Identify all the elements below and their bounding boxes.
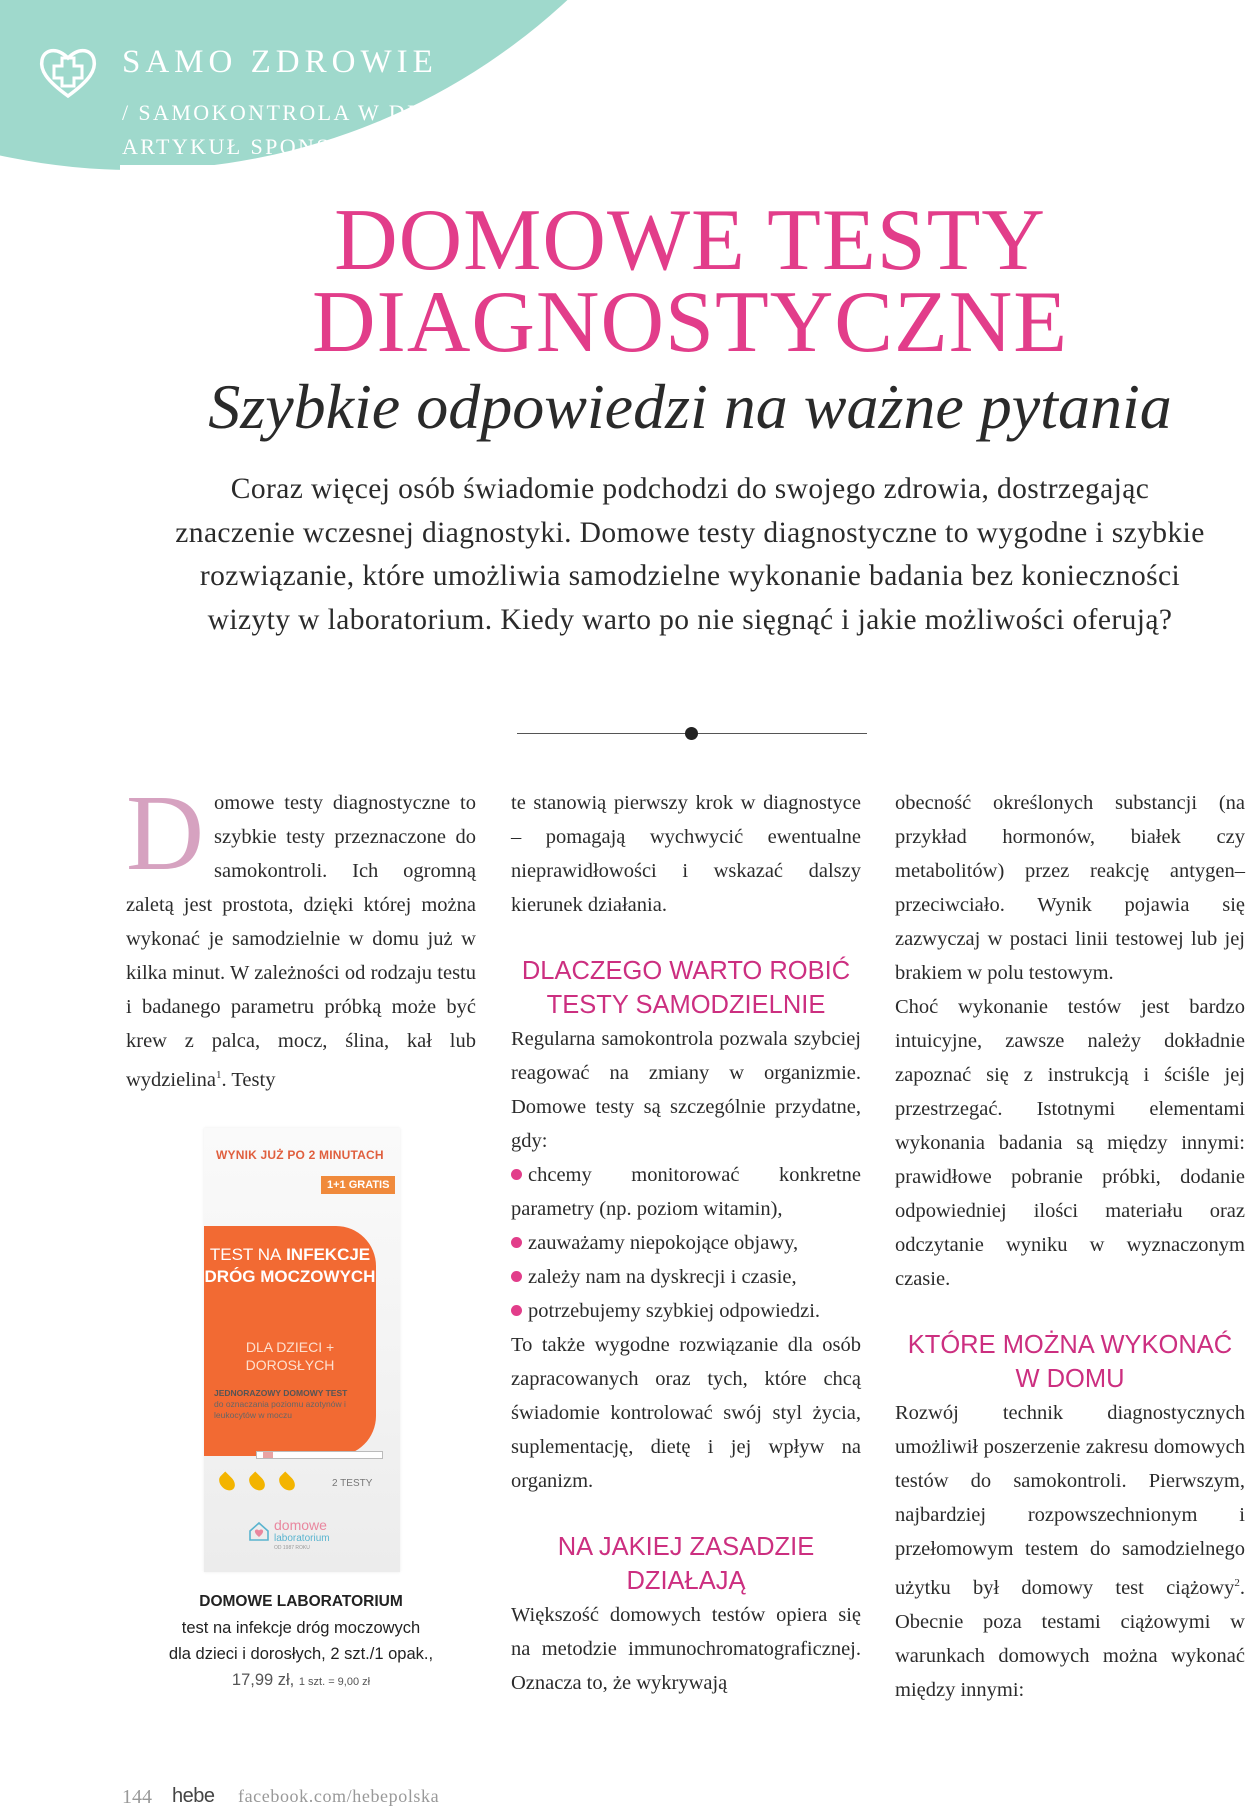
drop-icon <box>216 1472 238 1494</box>
column-3 <box>895 786 1245 1707</box>
col3-paragraph-3 <box>895 1396 1245 1707</box>
bullet-dot-icon <box>511 1237 522 1248</box>
product-description <box>214 1388 384 1421</box>
caption-brand: DOMOWE LABORATORIUM <box>199 1593 403 1610</box>
footer-brand-logo: hebe <box>172 1785 215 1807</box>
bullet-item <box>511 1294 861 1328</box>
caption-line1: test na infekcje dróg moczowych <box>181 1619 421 1637</box>
footer-url: facebook.com/hebepolska <box>238 1786 440 1806</box>
col3-paragraph-1: obecność określonych substancji (na przykład hormonów, białek czy metabolitów) przez reakcję antygen–przeciwciało. Wynik pojawia się zazwyczaj w postaci linii testowej lub jej brakiem w polu testowym. <box>895 792 1245 984</box>
col2-paragraph-1: te stanowią pierwszy krok w diagnostyce – pomagają wychwycić ewentualne nieprawidłowości i wskazać dalszy kierunek działania. <box>511 792 861 916</box>
bullet-text: chcemy monitorować konkretne parametry (np. poziom witamin), <box>511 1164 861 1220</box>
product-brand <box>274 1519 330 1552</box>
bullet-dot-icon <box>511 1271 522 1282</box>
column-2 <box>511 786 861 1700</box>
drop-icon <box>246 1472 268 1494</box>
article-title-line2: DIAGNOSTYCZNE <box>311 274 1069 371</box>
section-heading-how: NA JAKIEJ ZASADZIE DZIAŁAJĄ <box>557 1533 815 1595</box>
article-lead: Coraz więcej osób świadomie podchodzi do swojego zdrowia, dostrzegając znaczenie wczesnej diagnostyki. Domowe testy diagnostyczne to wygodne i szybkie rozwiązanie, które umożliwia samodzielne wykonanie badania bez konieczności wizyty w laboratorium. Kiedy warto po nie sięgnąć i jakie możliwości oferują? <box>175 473 1205 636</box>
product-brand-since: OD 1987 ROKU <box>274 1545 310 1551</box>
bullet-text: potrzebujemy szybkiej odpowiedzi. <box>528 1300 821 1322</box>
heart-plus-icon <box>36 40 100 104</box>
article-subtitle: Szybkie odpowiedzi na ważne pytania <box>208 371 1172 442</box>
bullet-text: zależy nam na dyskrecji i czasie, <box>528 1266 797 1288</box>
col2-paragraph-4: Większość domowych testów opiera się na metodzie immunochromatograficznej. Oznacza to, że wykrywają <box>511 1604 861 1694</box>
caption-line2: dla dzieci i dorosłych, 2 szt./1 opak., <box>168 1645 434 1663</box>
sponsored-label: ARTYKUŁ SPONSOROWANY <box>122 134 461 159</box>
bullet-dot-icon <box>511 1305 522 1316</box>
bullet-item <box>511 1260 861 1294</box>
page-number: 144 <box>122 1786 152 1808</box>
house-heart-icon <box>248 1520 270 1542</box>
drops-row <box>218 1476 308 1494</box>
caption-price: 17,99 zł, <box>231 1671 295 1689</box>
bullet-item <box>511 1226 861 1260</box>
product-title-b: INFEKCJE <box>286 1245 371 1264</box>
bullet-dot-icon <box>511 1169 522 1180</box>
col2-paragraph-2: Regularna samokontrola pozwala szybciej reagować na zmiany w organizmie. Domowe testy są szczególnie przydatne, gdy: <box>511 1028 861 1152</box>
col3-paragraph-2: Choć wykonanie testów jest bardzo intuicyjne, zawsze należy dokładnie zapoznać się z instrukcją i ściśle jej przestrzegać. Istotnymi elementami wykonania badania są między innymi: prawidłowe pobranie próbki, dodanie odpowiedniej ilości materiału oraz odczytanie wyniku w wyznaczonym czasie. <box>895 996 1245 1290</box>
product-brand-b: laboratorium <box>274 1533 330 1544</box>
col1-paragraph <box>126 774 476 1097</box>
product-brand-a: domowe <box>274 1517 327 1533</box>
drop-icon <box>276 1472 298 1494</box>
product-image <box>204 1128 400 1572</box>
caption-price-row <box>126 1667 476 1695</box>
section-title: SAMO ZDROWIE <box>122 44 438 80</box>
divider-dot <box>685 727 698 740</box>
test-strip <box>256 1451 383 1459</box>
product-desc-text: do oznaczania poziomu azotynów i leukocytów w moczu <box>214 1399 346 1420</box>
caption-unit-price: 1 szt. = 9,00 zł <box>298 1676 371 1688</box>
article-title-line1: DOMOWE TESTY <box>334 192 1046 289</box>
bullet-text: zauważamy niepokojące objawy, <box>528 1232 799 1254</box>
product-title-c: DRÓG MOCZOWYCH <box>204 1267 376 1286</box>
col3-text-b: . Obecnie poza testami ciążowymi w warunkach domowych można wykonać między innymi: <box>895 1576 1245 1701</box>
product-top-text: WYNIK JUŻ PO 2 MINUTACH <box>216 1148 384 1162</box>
section-subtitle <box>122 96 706 164</box>
section-heading-which: KTÓRE MOŻNA WYKONAĆ W DOMU <box>907 1331 1233 1393</box>
col3-text-a: Rozwój technik diagnostycznych umożliwił poszerzenie zakresu domowych testów do samokontroli. Pierwszym, najbardziej rozpowszechnionym i przełomowym testem do samodzielnego użytku był domowy test ciążowy <box>895 1402 1245 1599</box>
product-title <box>204 1244 376 1288</box>
test-strip-pad <box>263 1452 273 1458</box>
product-badge: 1+1 GRATIS <box>321 1176 395 1194</box>
bullet-item <box>511 1158 861 1226</box>
col1-text-tail: . Testy <box>221 1068 276 1091</box>
product-desc-bold: JEDNORAZOWY DOMOWY TEST <box>214 1388 348 1398</box>
footnote-ref: 2 <box>1234 1577 1240 1589</box>
column-1 <box>126 774 476 1097</box>
product-for-text: DLA DZIECI + DOROSŁYCH <box>245 1339 335 1373</box>
col1-text: omowe testy diagnostyczne to szybkie testy przeznaczone do samokontroli. Ich ogromną zaletą jest prostota, dzięki której można wykonać je samodzielnie w domu już w kilka minut. W zależności od rodzaju testu i badanego parametru próbką może być krew z palca, mocz, ślina, kał lub wydzielina <box>126 792 476 1091</box>
section-heading-why: DLACZEGO WARTO ROBIĆ TESTY SAMODZIELNIE <box>521 957 851 1019</box>
col2-paragraph-3: To także wygodne rozwiązanie dla osób zapracowanych oraz tych, które chcą świadomie kontrolować swój styl życia, suplementację, dietę i jej wpływ na organizm. <box>511 1334 861 1492</box>
footnote-ref: 1 <box>215 1069 222 1081</box>
article-title <box>0 192 1250 371</box>
product-count: 2 TESTY <box>332 1478 373 1489</box>
product-title-a: TEST NA <box>209 1245 282 1264</box>
product-caption <box>126 1589 476 1695</box>
subsection-label: / SAMOKONTROLA W DIAGNOSTYCE DOMOWEJ <box>122 100 707 125</box>
drop-cap: D <box>126 774 204 893</box>
